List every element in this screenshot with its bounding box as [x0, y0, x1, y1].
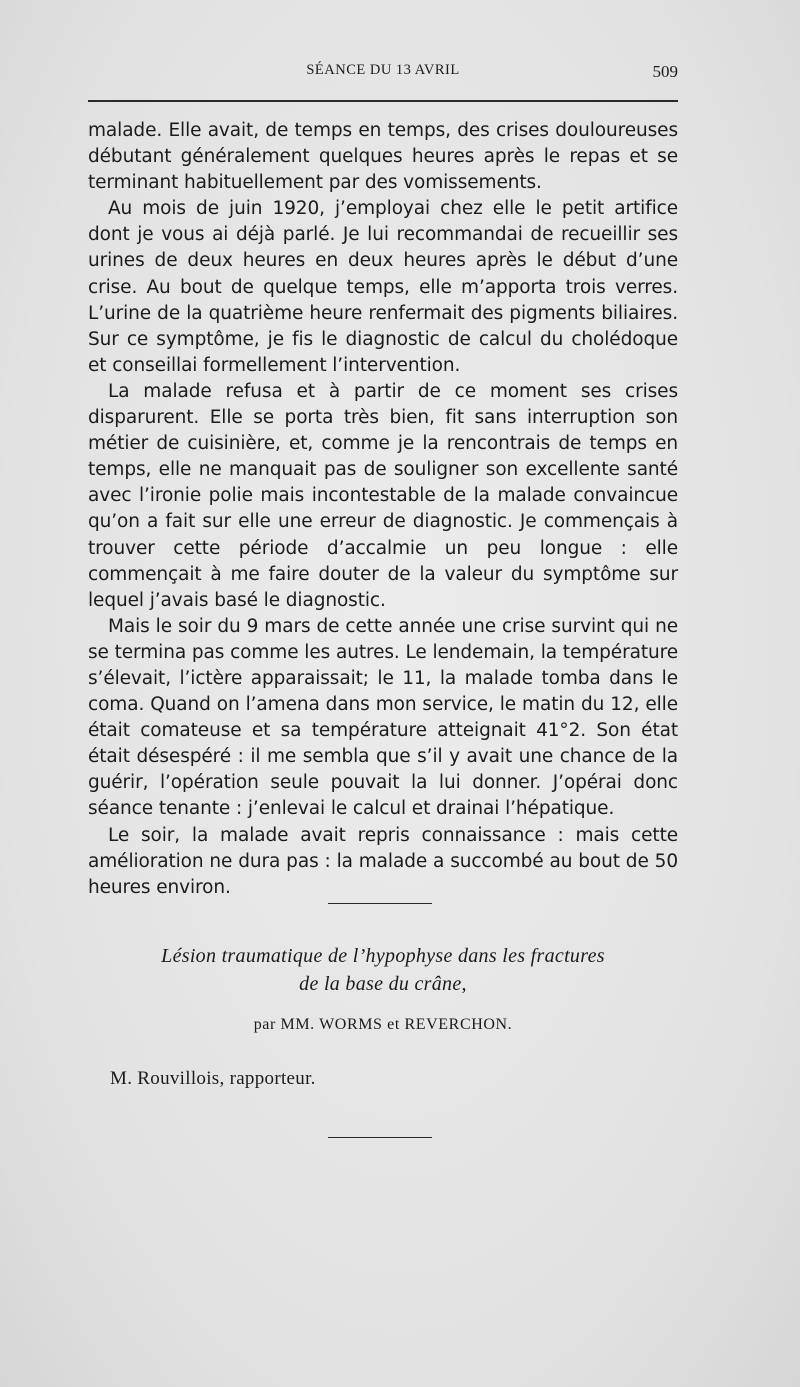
- article-title: [88, 942, 678, 998]
- section-divider: [328, 1137, 432, 1138]
- article-title-line: de la base du crâne,: [299, 973, 467, 995]
- paragraph: Au mois de juin 1920, j’employai chez elle le petit artifice dont je vous ai déjà parlé. Je lui recommandai de recueillir ses urines de deux heures en deux heures après le début d’une crise. Au bout de quelque temps, elle m’apporta trois verres. L’urine de la quatrième heure renfermait des pigments biliaires. Sur ce symptôme, je fis le diagnostic de calcul du cholédoque et conseillai formellement l’intervention.: [88, 198, 678, 376]
- running-title: SÉANCE DU 13 AVRIL: [306, 62, 460, 78]
- article-title-line: Lésion traumatique de l’hypophyse dans les fractures: [161, 945, 605, 967]
- paragraph: Mais le soir du 9 mars de cette année une crise survint qui ne se termina pas comme les autres. Le lendemain, la température s’élevait, l’ictère apparaissait; le 11, la malade tomba dans le coma. Quand on l’amena dans mon service, le matin du 12, elle était comateuse et sa température atteignait 41°2. Son état était désespéré : il me sembla que s’il y avait une chance de la guérir, l’opération seule pouvait la lui donner. J’opérai donc séance tenante : j’enlevai le calcul et drainai l’hépatique.: [88, 615, 678, 820]
- body-text: [88, 118, 678, 901]
- running-head: [88, 62, 678, 86]
- paragraph: Le soir, la malade avait repris connaissance : mais cette amélioration ne dura pas : la malade a succombé au bout de 50 heures environ.: [88, 824, 678, 898]
- paragraph: La malade refusa et à partir de ce moment ses crises disparurent. Elle se porta très bien, fit sans interruption son métier de cuisinière, et, comme je la rencontrais de temps en temps, elle ne manquait pas de souligner son excellente santé avec l’ironie polie mais incontestable de la malade convaincue qu’on a fait sur elle une erreur de diagnostic. Je commençais à trouver cette période d’accalmie un peu longue : elle commençait à me faire douter de la valeur du symptôme sur lequel j’avais basé le diagnostic.: [88, 380, 678, 611]
- paragraph: malade. Elle avait, de temps en temps, des crises douloureuses débutant généralement quelques heures après le repas et se terminant habituellement par des vomissements.: [88, 120, 678, 194]
- article-authors: par MM. WORMS et REVERCHON.: [253, 1016, 513, 1033]
- article-reporter: M. Rouvillois, rapporteur.: [110, 1068, 316, 1089]
- header-rule: [88, 100, 678, 102]
- section-divider: [328, 903, 432, 904]
- page-number: 509: [652, 62, 678, 81]
